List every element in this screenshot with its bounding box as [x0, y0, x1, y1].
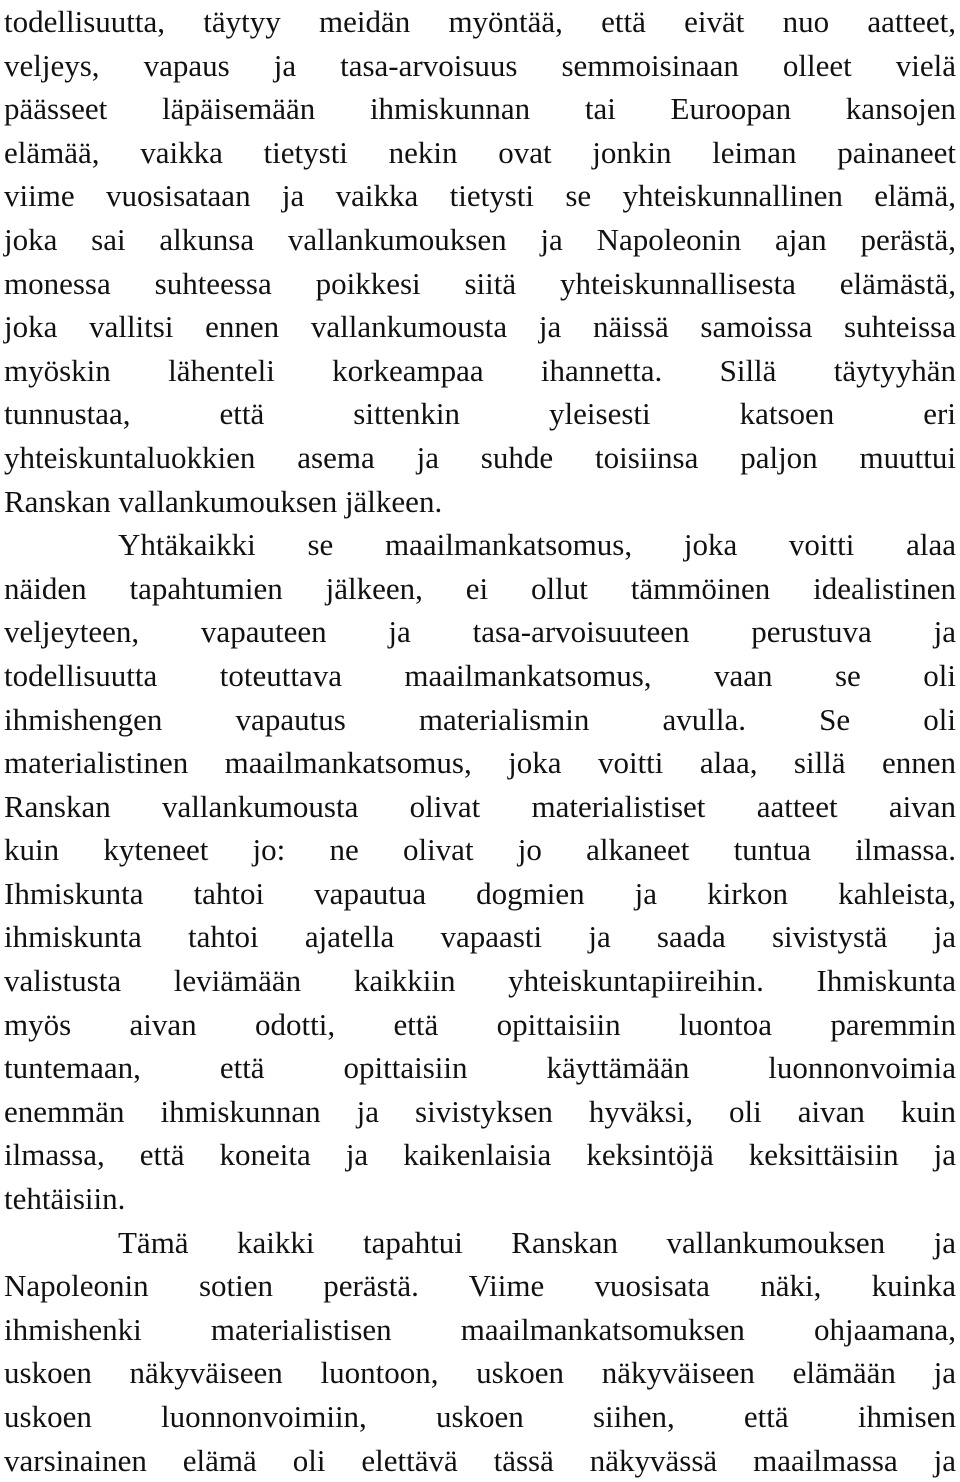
text-line: yhteiskuntaluokkien asema ja suhde toisiinsa paljon muuttui — [4, 439, 956, 475]
text-line: veljeys, vapaus ja tasa-arvoisuus semmoisinaan olleet vielä — [4, 47, 956, 83]
text-line: myös aivan odotti, että opittaisiin luontoa paremmin — [4, 1006, 956, 1042]
text-line: materialistinen maailmankatsomus, joka voitti alaa, sillä ennen — [4, 745, 956, 781]
text-line: Tämä kaikki tapahtui Ranskan vallankumouksen ja — [118, 1224, 956, 1260]
text-line: monessa suhteessa poikkesi siitä yhteiskunnallisesta elämästä, — [4, 265, 956, 301]
text-line: kuin kyteneet jo: ne olivat jo alkaneet tuntua ilmassa. — [4, 832, 956, 868]
text-line: Ranskan vallankumousta olivat materialistiset aatteet aivan — [4, 788, 956, 824]
text-line: uskoen luonnonvoimiin, uskoen siihen, että ihmisen — [4, 1399, 956, 1434]
text-line: päässeet läpäisemään ihmiskunnan tai Euroopan kansojen — [4, 91, 956, 127]
text-line: ihmishengen vapautus materialismin avulla. Se oli — [4, 701, 956, 737]
document-page — [4, 0, 956, 1482]
text-line: näiden tapahtumien jälkeen, ei ollut tämmöinen idealistinen — [4, 570, 956, 606]
text-line: Ranskan vallankumouksen jälkeen. — [4, 483, 443, 519]
text-line: tehtäisiin. — [4, 1181, 126, 1217]
text-line: elämää, vaikka tietysti nekin ovat jonkin leiman painaneet — [4, 134, 956, 170]
text-line: Yhtäkaikki se maailmankatsomus, joka voitti alaa — [118, 527, 956, 563]
text-line: tunnustaa, että sittenkin yleisesti katsoen eri — [4, 396, 956, 432]
text-line: varsinainen elämä oli elettävä tässä näkyvässä maailmassa ja — [4, 1442, 956, 1478]
text-line: joka sai alkunsa vallankumouksen ja Napoleonin ajan perästä, — [4, 221, 956, 257]
text-line: uskoen näkyväiseen luontoon, uskoen näkyväiseen elämään ja — [4, 1355, 956, 1391]
text-line: viime vuosisataan ja vaikka tietysti se yhteiskunnallinen elämä, — [4, 178, 956, 214]
text-line: todellisuutta, täytyy meidän myöntää, että eivät nuo aatteet, — [4, 4, 956, 39]
text-line: ihmiskunta tahtoi ajatella vapaasti ja saada sivistystä ja — [4, 919, 956, 955]
text-line: veljeyteen, vapauteen ja tasa-arvoisuuteen perustuva ja — [4, 614, 956, 650]
text-line: joka vallitsi ennen vallankumousta ja näissä samoissa suhteissa — [4, 309, 956, 345]
text-line: myöskin lähenteli korkeampaa ihannetta. Sillä täytyyhän — [4, 352, 956, 388]
text-line: enemmän ihmiskunnan ja sivistyksen hyväksi, oli aivan kuin — [4, 1093, 956, 1129]
text-line: Ihmiskunta tahtoi vapautua dogmien ja kirkon kahleista, — [4, 875, 956, 911]
text-line: todellisuutta toteuttava maailmankatsomus, vaan se oli — [4, 657, 956, 693]
text-line: ilmassa, että koneita ja kaikenlaisia keksintöjä keksittäisiin ja — [4, 1137, 956, 1173]
text-line: valistusta leviämään kaikkiin yhteiskuntapiireihin. Ihmiskunta — [4, 963, 956, 999]
text-line: ihmishenki materialistisen maailmankatsomuksen ohjaamana, — [4, 1311, 956, 1347]
text-line: tuntemaan, että opittaisiin käyttämään luonnonvoimia — [4, 1050, 956, 1086]
text-line: Napoleonin sotien perästä. Viime vuosisata näki, kuinka — [4, 1268, 956, 1304]
